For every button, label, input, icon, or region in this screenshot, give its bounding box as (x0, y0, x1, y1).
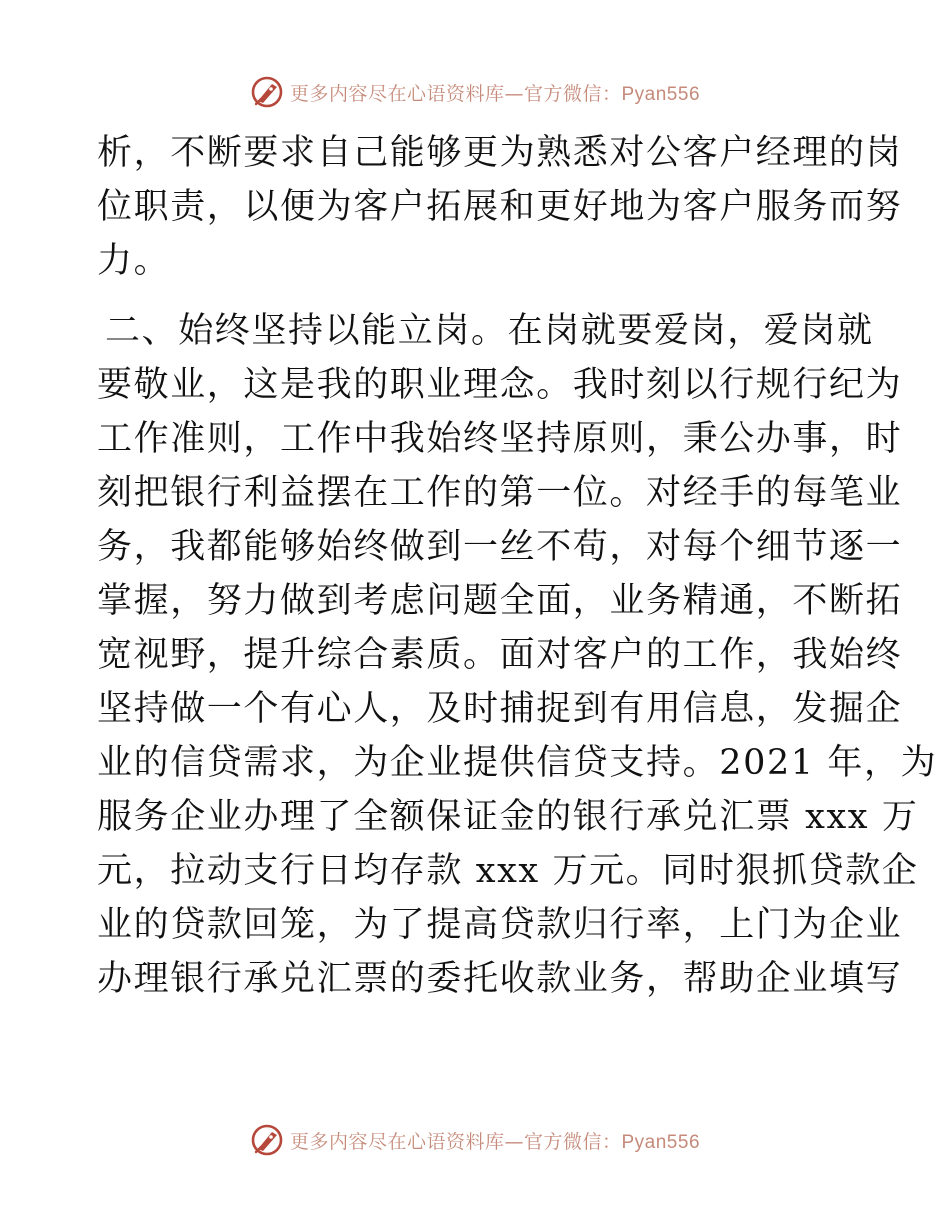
pen-nib-logo-icon (250, 1123, 284, 1157)
text-line: 务，我都能够始终做到一丝不苟，对每个细节逐一 (97, 527, 903, 567)
text-line: 办理银行承兑汇票的委托收款业务，帮助企业填写 (97, 959, 903, 999)
text-line: 业的贷款回笼，为了提高贷款归行率，上门为企业 (97, 905, 903, 945)
text-line: 坚持做一个有心人，及时捕捉到有用信息，发掘企 (97, 689, 903, 729)
text-line: 工作准则，工作中我始终坚持原则，秉公办事，时 (97, 419, 903, 459)
text-line: 元，拉动支行日均存款 xxx 万元。同时狠抓贷款企 (97, 851, 919, 891)
section-heading-line: 二、始终坚持以能立岗。在岗就要爱岗，爱岗就 (105, 311, 874, 351)
watermark-suffix: 官方微信：Pyan556 (524, 1131, 701, 1153)
text-line: 力。 (97, 241, 171, 281)
watermark-footer (0, 1118, 950, 1162)
watermark-separator: — (504, 82, 524, 105)
watermark-text (290, 79, 700, 106)
paragraph-2 (97, 304, 938, 1006)
watermark-suffix: 官方微信：Pyan556 (524, 83, 701, 105)
paragraph-1 (97, 126, 903, 288)
text-line: 服务企业办理了全额保证金的银行承兑汇票 xxx 万 (97, 797, 919, 837)
text-line: 析，不断要求自己能够更为熟悉对公客户经理的岗 (97, 133, 903, 173)
text-line: 宽视野，提升综合素质。面对客户的工作，我始终 (97, 635, 903, 675)
watermark-header (0, 70, 950, 114)
document-body (97, 126, 938, 1006)
watermark-title: 更多内容尽在心语资料库 (289, 82, 505, 105)
text-line: 位职责，以便为客户拓展和更好地为客户服务而努 (97, 187, 903, 227)
text-line: 掌握，努力做到考虑问题全面，业务精通，不断拓 (97, 581, 903, 621)
watermark-title: 更多内容尽在心语资料库 (289, 1130, 505, 1153)
text-line: 业的信贷需求，为企业提供信贷支持。2021 年，为 (97, 743, 938, 783)
text-line: 刻把银行利益摆在工作的第一位。对经手的每笔业 (97, 473, 903, 513)
watermark-separator: — (504, 1130, 524, 1153)
text-line: 要敬业，这是我的职业理念。我时刻以行规行纪为 (97, 365, 903, 405)
watermark-text (290, 1127, 700, 1154)
pen-nib-logo-icon (250, 75, 284, 109)
